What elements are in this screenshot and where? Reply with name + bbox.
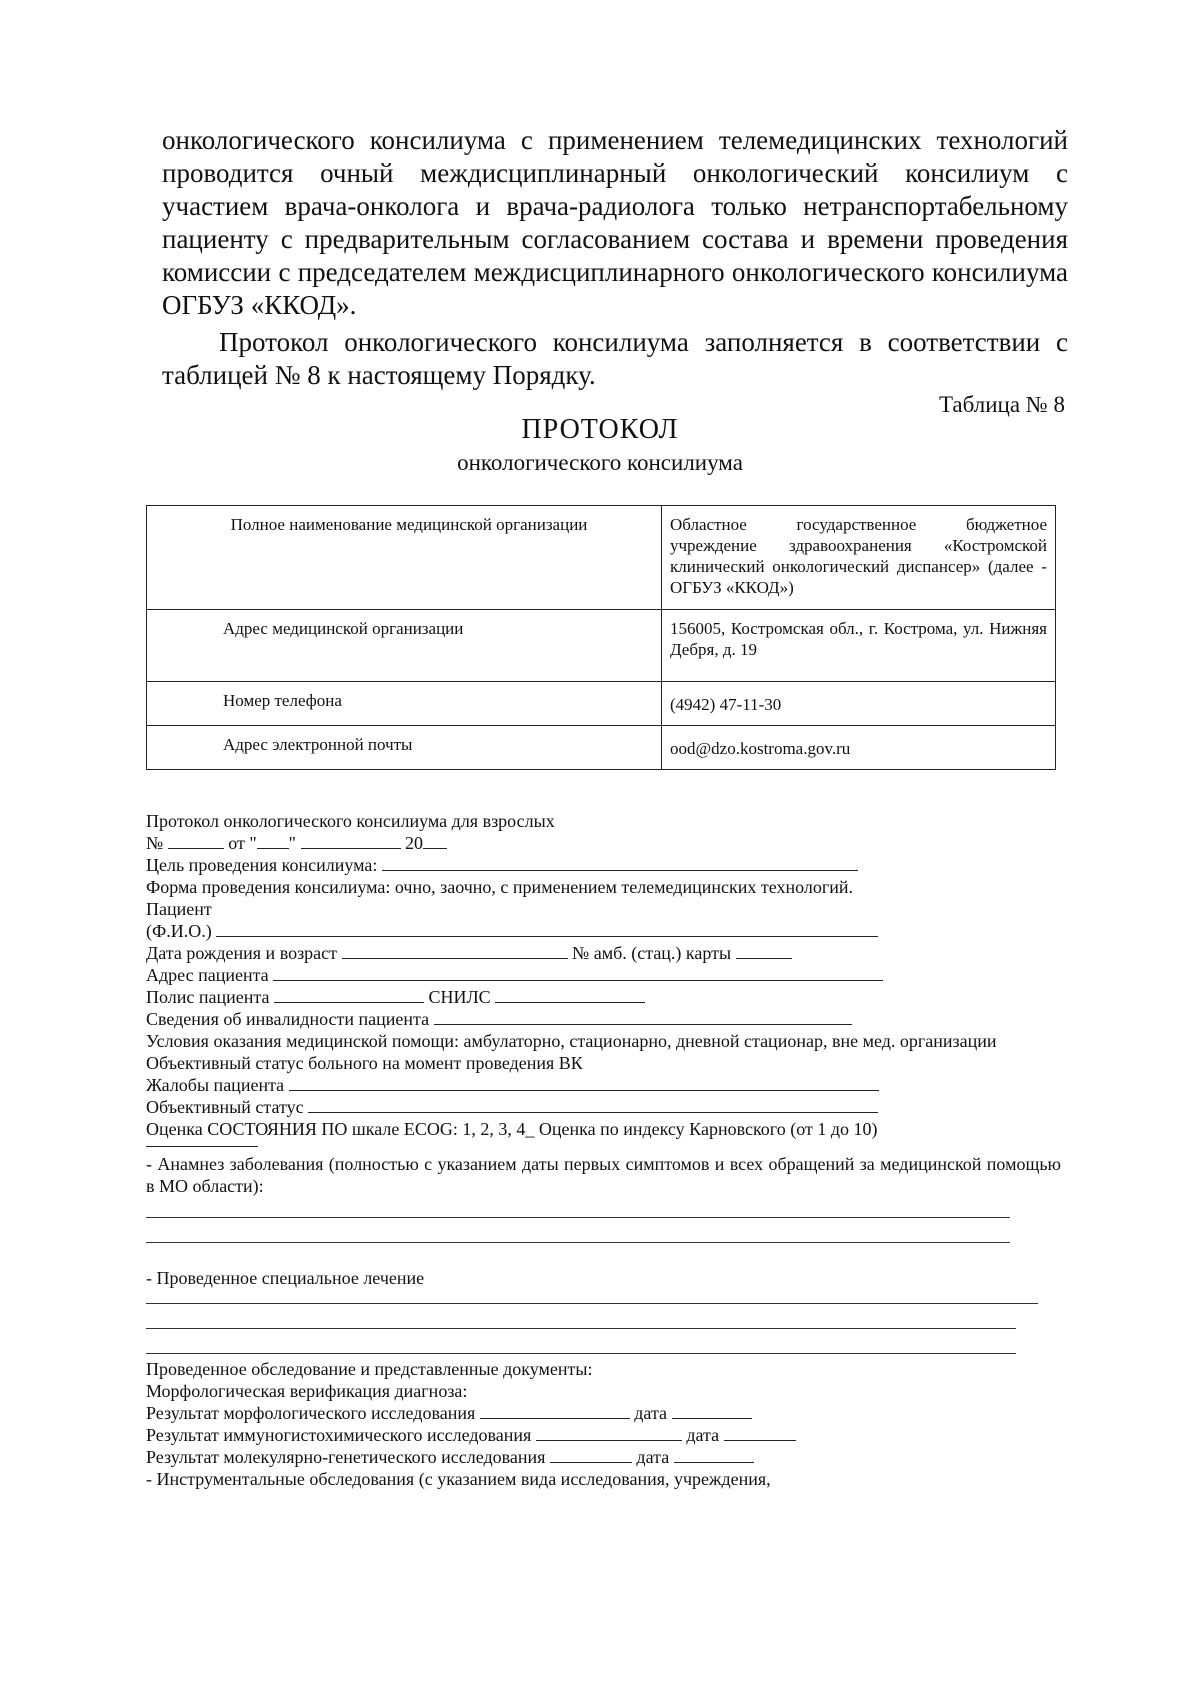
anamnesis-text: - Анамнез заболевания (полностью с указанием даты первых симптомов и всех обращений за медицинской помощью в МО области): [146, 1154, 1061, 1196]
policy-line: Полис пациента СНИЛС [146, 986, 1061, 1008]
complaints-line: Жалобы пациента [146, 1074, 1061, 1096]
year-field[interactable] [423, 832, 447, 849]
snils-field[interactable] [495, 986, 645, 1003]
table-row [147, 610, 1056, 682]
address-field[interactable] [273, 964, 883, 981]
form-type: Форма проведения консилиума: очно, заочно, с применением телемедицинских технологий. [146, 877, 854, 897]
org-address-value: 156005, Костромская обл., г. Кострома, ул. Нижняя Дебря, д. 19 [662, 610, 1056, 682]
email-value: ood@dzo.kostroma.gov.ru [662, 726, 1056, 770]
intro-paragraph-1: онкологического консилиума с применением телемедицинских технологий проводится очный междисциплинарный онкологический консилиум с участием врача-онколога и врача-радиолога только нетранспортабельному пациенту с предварительным согласованием состава и времени проведения комиссии с председателем междисциплинарного онкологического консилиума ОГБУЗ «ККОД». [162, 125, 1068, 320]
intro-paragraph-2: Протокол онкологического консилиума заполняется в соответствии с таблицей № 8 к настоящему Порядку. [162, 327, 1068, 390]
treatment-label: - Проведенное специальное лечение [146, 1268, 425, 1288]
morph-result-field[interactable] [480, 1402, 630, 1419]
form-heading: Протокол онкологического консилиума для взрослых [146, 811, 555, 831]
morph-date-field[interactable] [672, 1402, 752, 1419]
birth-field[interactable] [342, 942, 568, 959]
table-number: Таблица № 8 [938, 392, 1065, 417]
disability-line: Сведения об инвалидности пациента [146, 1008, 1061, 1030]
treatment-line-1[interactable] [146, 1303, 1038, 1304]
exams-label: Проведенное обследование и представленные документы: [146, 1359, 593, 1379]
phone-label: Номер телефона [147, 682, 662, 726]
day-field[interactable] [257, 832, 289, 849]
address-line: Адрес пациента [146, 964, 1061, 986]
anamnesis-line-1[interactable] [146, 1217, 1010, 1218]
org-name-label: Полное наименование медицинской организации [147, 506, 662, 610]
ihc-result-line: Результат иммуногистохимического исследования дата [146, 1424, 1061, 1446]
objective-vk: Объективный статус больного на момент проведения ВК [146, 1053, 583, 1073]
mol-date-field[interactable] [674, 1446, 754, 1463]
mol-result-line: Результат молекулярно-генетического исследования дата [146, 1446, 1061, 1468]
patient-label: Пациент [146, 899, 212, 919]
organization-table [146, 505, 1056, 770]
anamnesis-line-2[interactable] [146, 1242, 1010, 1243]
treatment-line-3[interactable] [146, 1353, 1016, 1354]
org-address-label: Адрес медицинской организации [147, 610, 662, 682]
org-name-value: Областное государственное бюджетное учреждение здравоохранения «Костромской клинический онкологический диспансер» (далее - ОГБУЗ «ККОД») [662, 506, 1056, 610]
card-field[interactable] [736, 942, 792, 959]
disability-field[interactable] [434, 1008, 852, 1025]
morph-verif-label: Морфологическая верификация диагноза: [146, 1381, 468, 1401]
karnofsky-field[interactable] [146, 1140, 258, 1147]
protocol-number-line: № от " " 20 [146, 832, 1061, 854]
treatment-line-2[interactable] [146, 1328, 1016, 1329]
document-title: ПРОТОКОЛ [521, 414, 679, 445]
complaints-field[interactable] [289, 1074, 879, 1091]
policy-field[interactable] [274, 986, 424, 1003]
objective-line: Объективный статус [146, 1096, 1061, 1118]
table-row [147, 726, 1056, 770]
fio-line: (Ф.И.О.) [146, 920, 1061, 942]
goal-line: Цель проведения консилиума: [146, 854, 1061, 876]
table-row [147, 506, 1056, 610]
ihc-result-field[interactable] [536, 1424, 682, 1441]
protocol-form [146, 810, 1061, 1490]
instrumental-label: - Инструментальные обследования (с указанием вида исследования, учреждения, [146, 1469, 771, 1489]
ihc-date-field[interactable] [724, 1424, 796, 1441]
phone-value: (4942) 47-11-30 [662, 682, 1056, 726]
goal-field[interactable] [382, 854, 858, 871]
intro-text [162, 124, 1068, 392]
morph-result-line: Результат морфологического исследования дата [146, 1402, 1061, 1424]
protocol-number-field[interactable] [168, 832, 224, 849]
fio-field[interactable] [216, 920, 878, 937]
ecog-text: Оценка СОСТОЯНИЯ ПО шкале ECOG: 1, 2, 3, 4_ Оценка по индексу Карновского (от 1 до 10) [146, 1119, 878, 1139]
month-field[interactable] [301, 832, 401, 849]
document-subtitle: онкологического консилиума [457, 450, 743, 475]
objective-field[interactable] [308, 1096, 878, 1113]
birth-line: Дата рождения и возраст № амб. (стац.) карты [146, 942, 1061, 964]
mol-result-field[interactable] [550, 1446, 632, 1463]
table-row [147, 682, 1056, 726]
email-label: Адрес электронной почты [147, 726, 662, 770]
conditions-text: Условия оказания медицинской помощи: амбулаторно, стационарно, дневной стационар, вне мед. организации [146, 1031, 997, 1051]
